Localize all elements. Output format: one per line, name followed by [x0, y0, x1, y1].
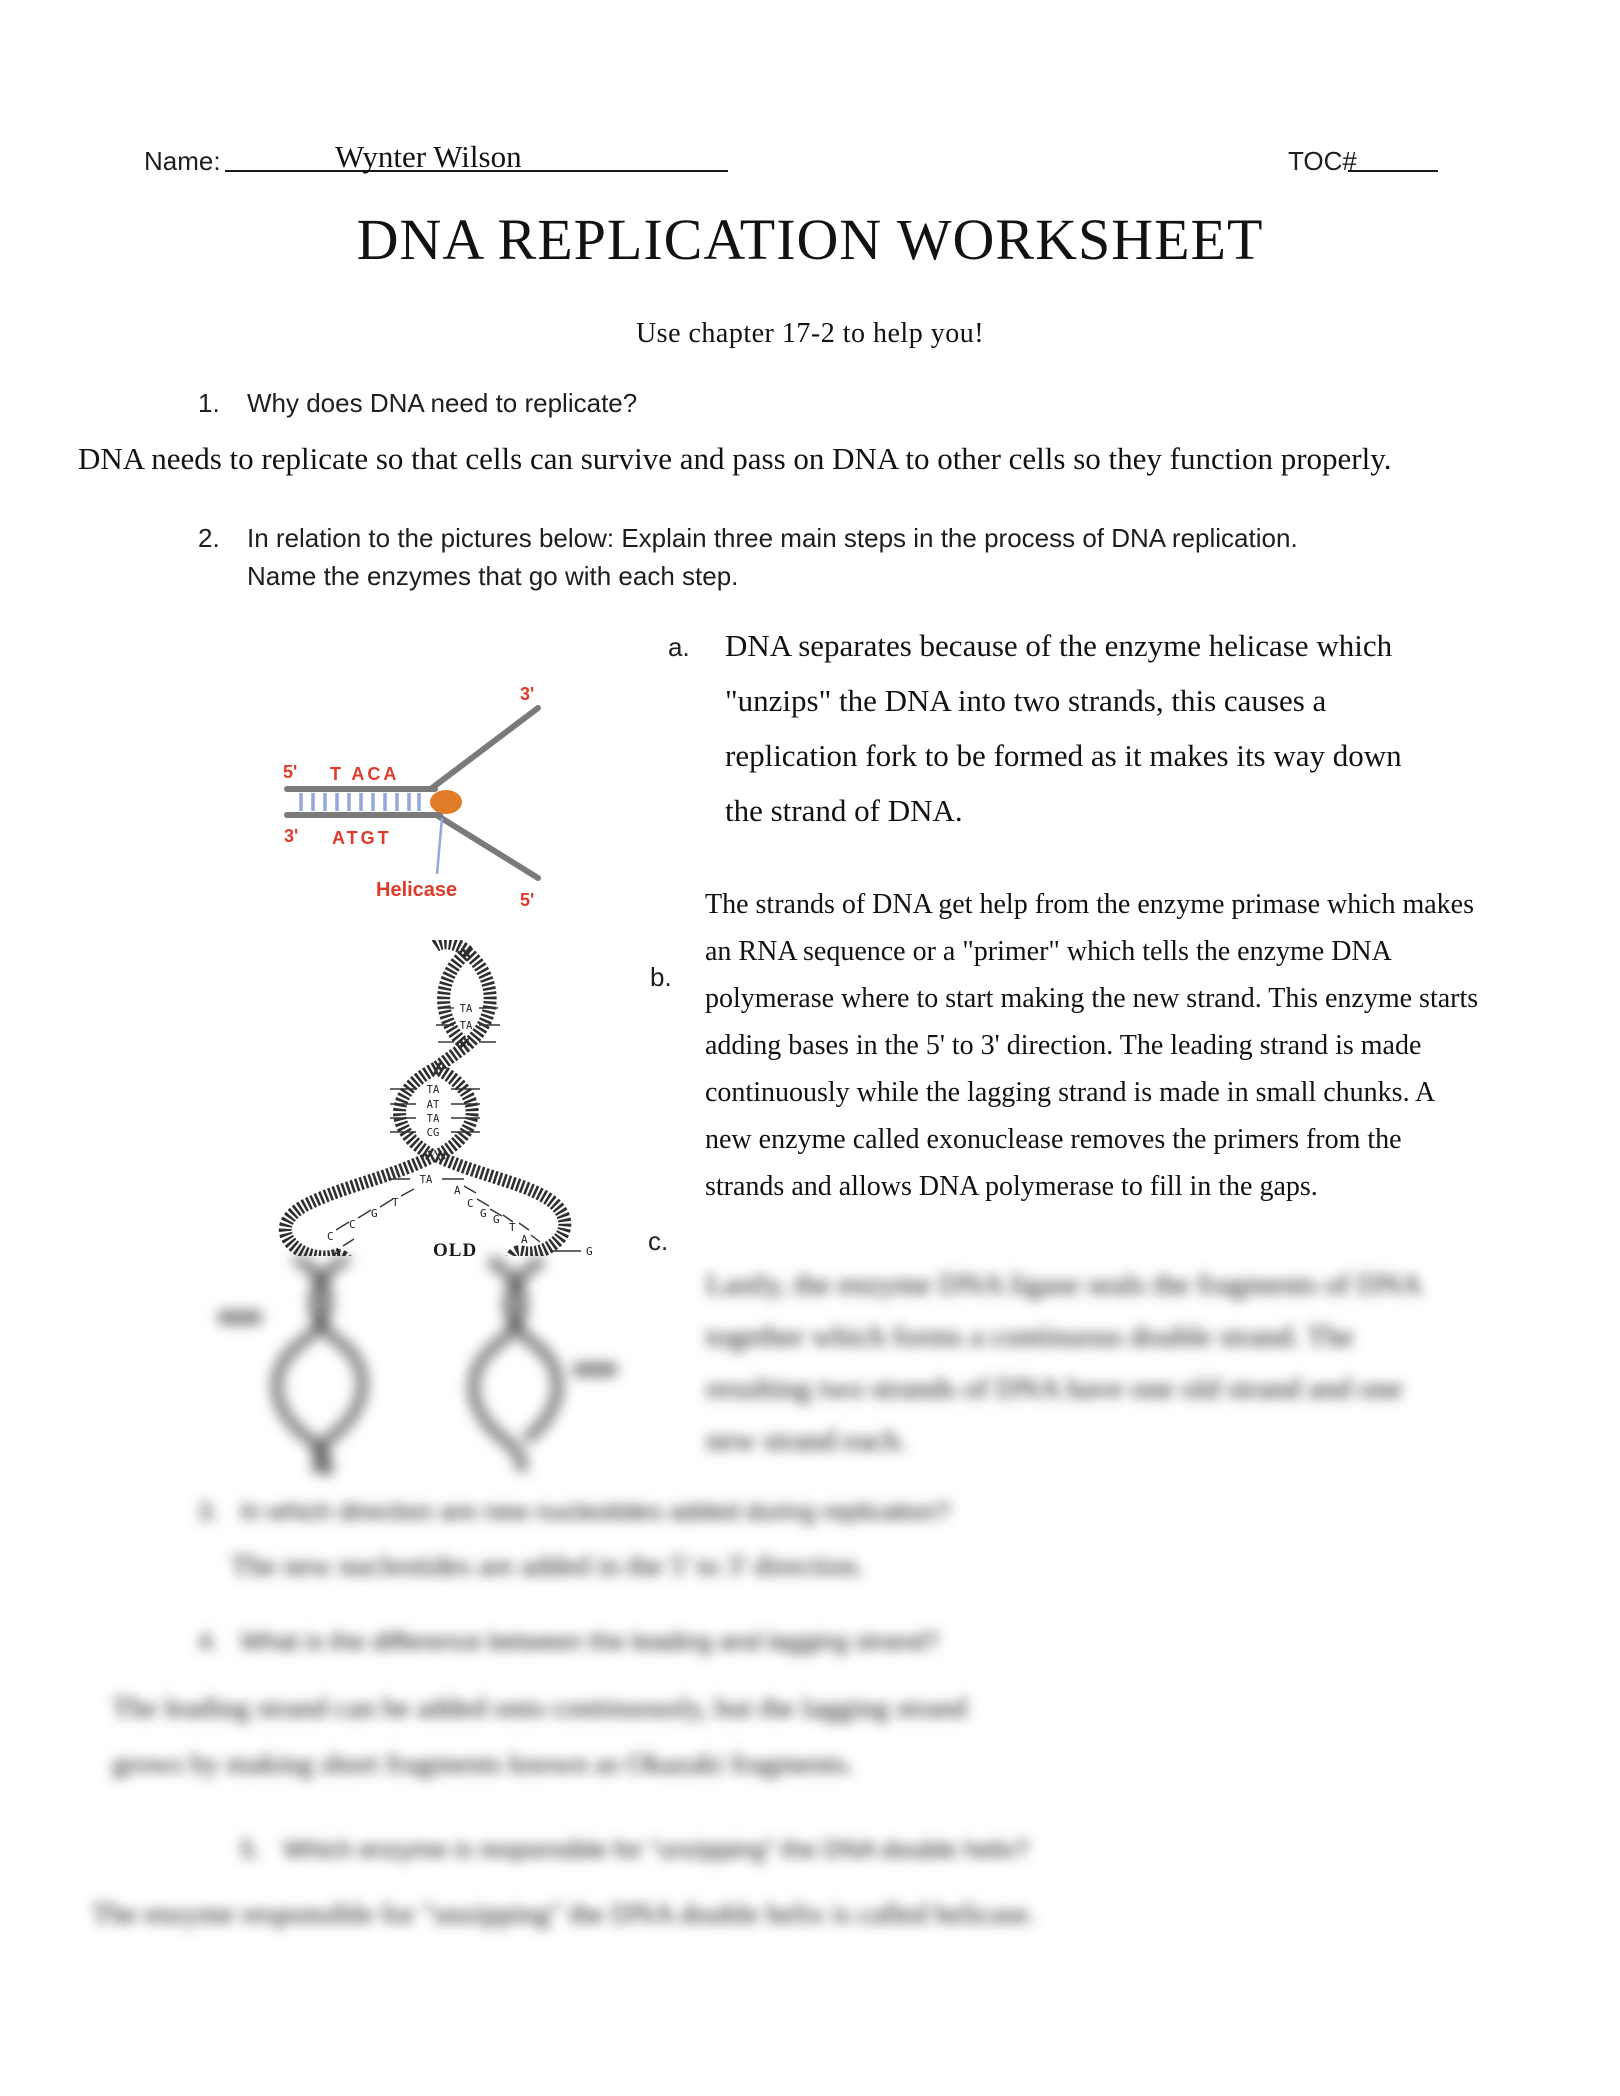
base-pair: AT — [426, 1099, 440, 1111]
q1-answer: DNA needs to replicate so that cells can survive and pass on DNA to other cells so they function properly. — [78, 441, 1392, 476]
base-pair: GC — [459, 1037, 473, 1049]
q4-number: 4. — [198, 1628, 219, 1656]
step-a-line: the strand of DNA. — [725, 793, 963, 828]
step-b-line: continuously while the lagging strand is made in small chunks. A — [705, 1077, 1436, 1108]
base: C — [467, 1197, 474, 1210]
base: A — [334, 1246, 341, 1256]
right-g-base-label: G — [586, 1245, 593, 1256]
base: G — [480, 1207, 487, 1220]
q3-number: 3. — [198, 1498, 219, 1526]
helix-ribbons-lower — [277, 1256, 558, 1474]
q4-answer-line: grows by making short fragments known as Okazaki fragments. — [112, 1748, 854, 1780]
q2-text-line2: Name the enzymes that go with each step. — [247, 561, 739, 591]
base: G — [371, 1207, 378, 1220]
step-b-line: adding bases in the 5' to 3' direction. The leading strand is made — [705, 1030, 1422, 1061]
step-c-line: new strand each. — [706, 1424, 907, 1457]
step-a-label: a. — [668, 632, 690, 662]
top-sequence-label: T ACA — [330, 764, 400, 784]
old-strand-label: OLD — [433, 1240, 478, 1256]
base-pair: TA — [459, 1003, 473, 1015]
page-subtitle: Use chapter 17-2 to help you! — [635, 318, 985, 349]
bottom-sequence-label: ATGT — [332, 828, 392, 848]
step-b-line: strands and allows DNA polymerase to fill in the gaps. — [705, 1171, 1318, 1202]
step-a-line: "unzips" the DNA into two strands, this causes a — [725, 683, 1327, 718]
blurred-preview-section — [0, 1256, 1620, 2096]
base: A — [521, 1233, 528, 1246]
base-pair: TA — [426, 1084, 440, 1096]
step-b-line: an RNA sequence or a "primer" which tells the enzyme DNA — [705, 936, 1392, 967]
q5-number: 5. — [240, 1836, 261, 1864]
q2-text-line1: In relation to the pictures below: Explain three main steps in the process of DNA replication. — [247, 523, 1298, 553]
base-pair: TA — [419, 1174, 433, 1186]
step-b-label: b. — [650, 962, 672, 992]
q1-text: Why does DNA need to replicate? — [247, 388, 638, 418]
three-prime-bottom-label: 3' — [284, 826, 299, 846]
step-b-line: polymerase where to start making the new strand. This enzyme starts — [705, 983, 1479, 1014]
helicase-label: Helicase — [376, 879, 458, 901]
q3-answer: The new nucleotides are added in the 5' to 3' direction. — [231, 1550, 864, 1582]
dna-helix-diagram-lower-blurred — [180, 1256, 660, 1496]
step-b-line: The strands of DNA get help from the enzyme primase which makes — [705, 889, 1475, 920]
toc-label: TOC# — [1288, 146, 1357, 176]
fork-right-bases — [454, 1184, 540, 1246]
step-b-line: new enzyme called exonuclease removes the primers from the — [705, 1124, 1402, 1155]
helicase-pointer-line — [437, 818, 442, 874]
q5-text: Which enzyme is responsible for "unzipping" the DNA double helix? — [283, 1836, 1029, 1864]
base: G — [493, 1213, 500, 1226]
step-c-line: together which forms a continuous double strand. The — [706, 1320, 1354, 1353]
q4-answer-line: The leading strand can be added onto continuously, but the lagging strand — [112, 1692, 968, 1724]
step-a-line: replication fork to be formed as it makes its way down — [725, 738, 1402, 773]
fork-left-bases — [327, 1189, 414, 1256]
base-pair: TA — [426, 1113, 440, 1125]
helicase-enzyme-oval — [430, 790, 462, 814]
strand-side-label-blob — [572, 1362, 618, 1377]
q4-text: What is the difference between the leading and lagging strand? — [240, 1628, 939, 1656]
helix-ribbons — [285, 943, 565, 1256]
base-pair-rungs — [301, 793, 419, 811]
base: T — [509, 1221, 516, 1234]
q5-answer: The enzyme responsible for "unzipping" the DNA double helix is called helicase. — [92, 1898, 1036, 1930]
dna-helix-diagram — [270, 940, 610, 1256]
name-value: Wynter Wilson — [335, 139, 522, 174]
page-title: DNA REPLICATION WORKSHEET — [356, 207, 1264, 272]
q3-text: In which direction are new nucleotides added during replication? — [240, 1498, 951, 1526]
step-c-label: c. — [648, 1226, 669, 1256]
step-a-line: DNA separates because of the enzyme helicase which — [725, 628, 1393, 663]
five-prime-arm-label: 5' — [520, 890, 535, 910]
step-c-line: resulting two strands of DNA have one old strand and one — [706, 1372, 1403, 1405]
name-label: Name: — [144, 146, 221, 176]
base-pair: TA — [459, 1020, 473, 1032]
replication-fork-diagram — [280, 678, 545, 913]
toc-blank-line — [1348, 170, 1438, 172]
base: A — [454, 1184, 461, 1197]
base-pair: CG — [426, 1127, 440, 1139]
step-c-line: Lastly, the enzyme DNA ligase seals the fragments of DNA — [706, 1268, 1423, 1301]
base: T — [392, 1196, 399, 1209]
five-prime-top-label: 5' — [283, 762, 298, 782]
base: C — [349, 1218, 356, 1231]
three-prime-arm-label: 3' — [520, 684, 535, 704]
q2-number: 2. — [198, 523, 220, 553]
strand-side-label-blob — [217, 1310, 263, 1325]
q1-number: 1. — [198, 388, 220, 418]
base: C — [327, 1230, 334, 1243]
